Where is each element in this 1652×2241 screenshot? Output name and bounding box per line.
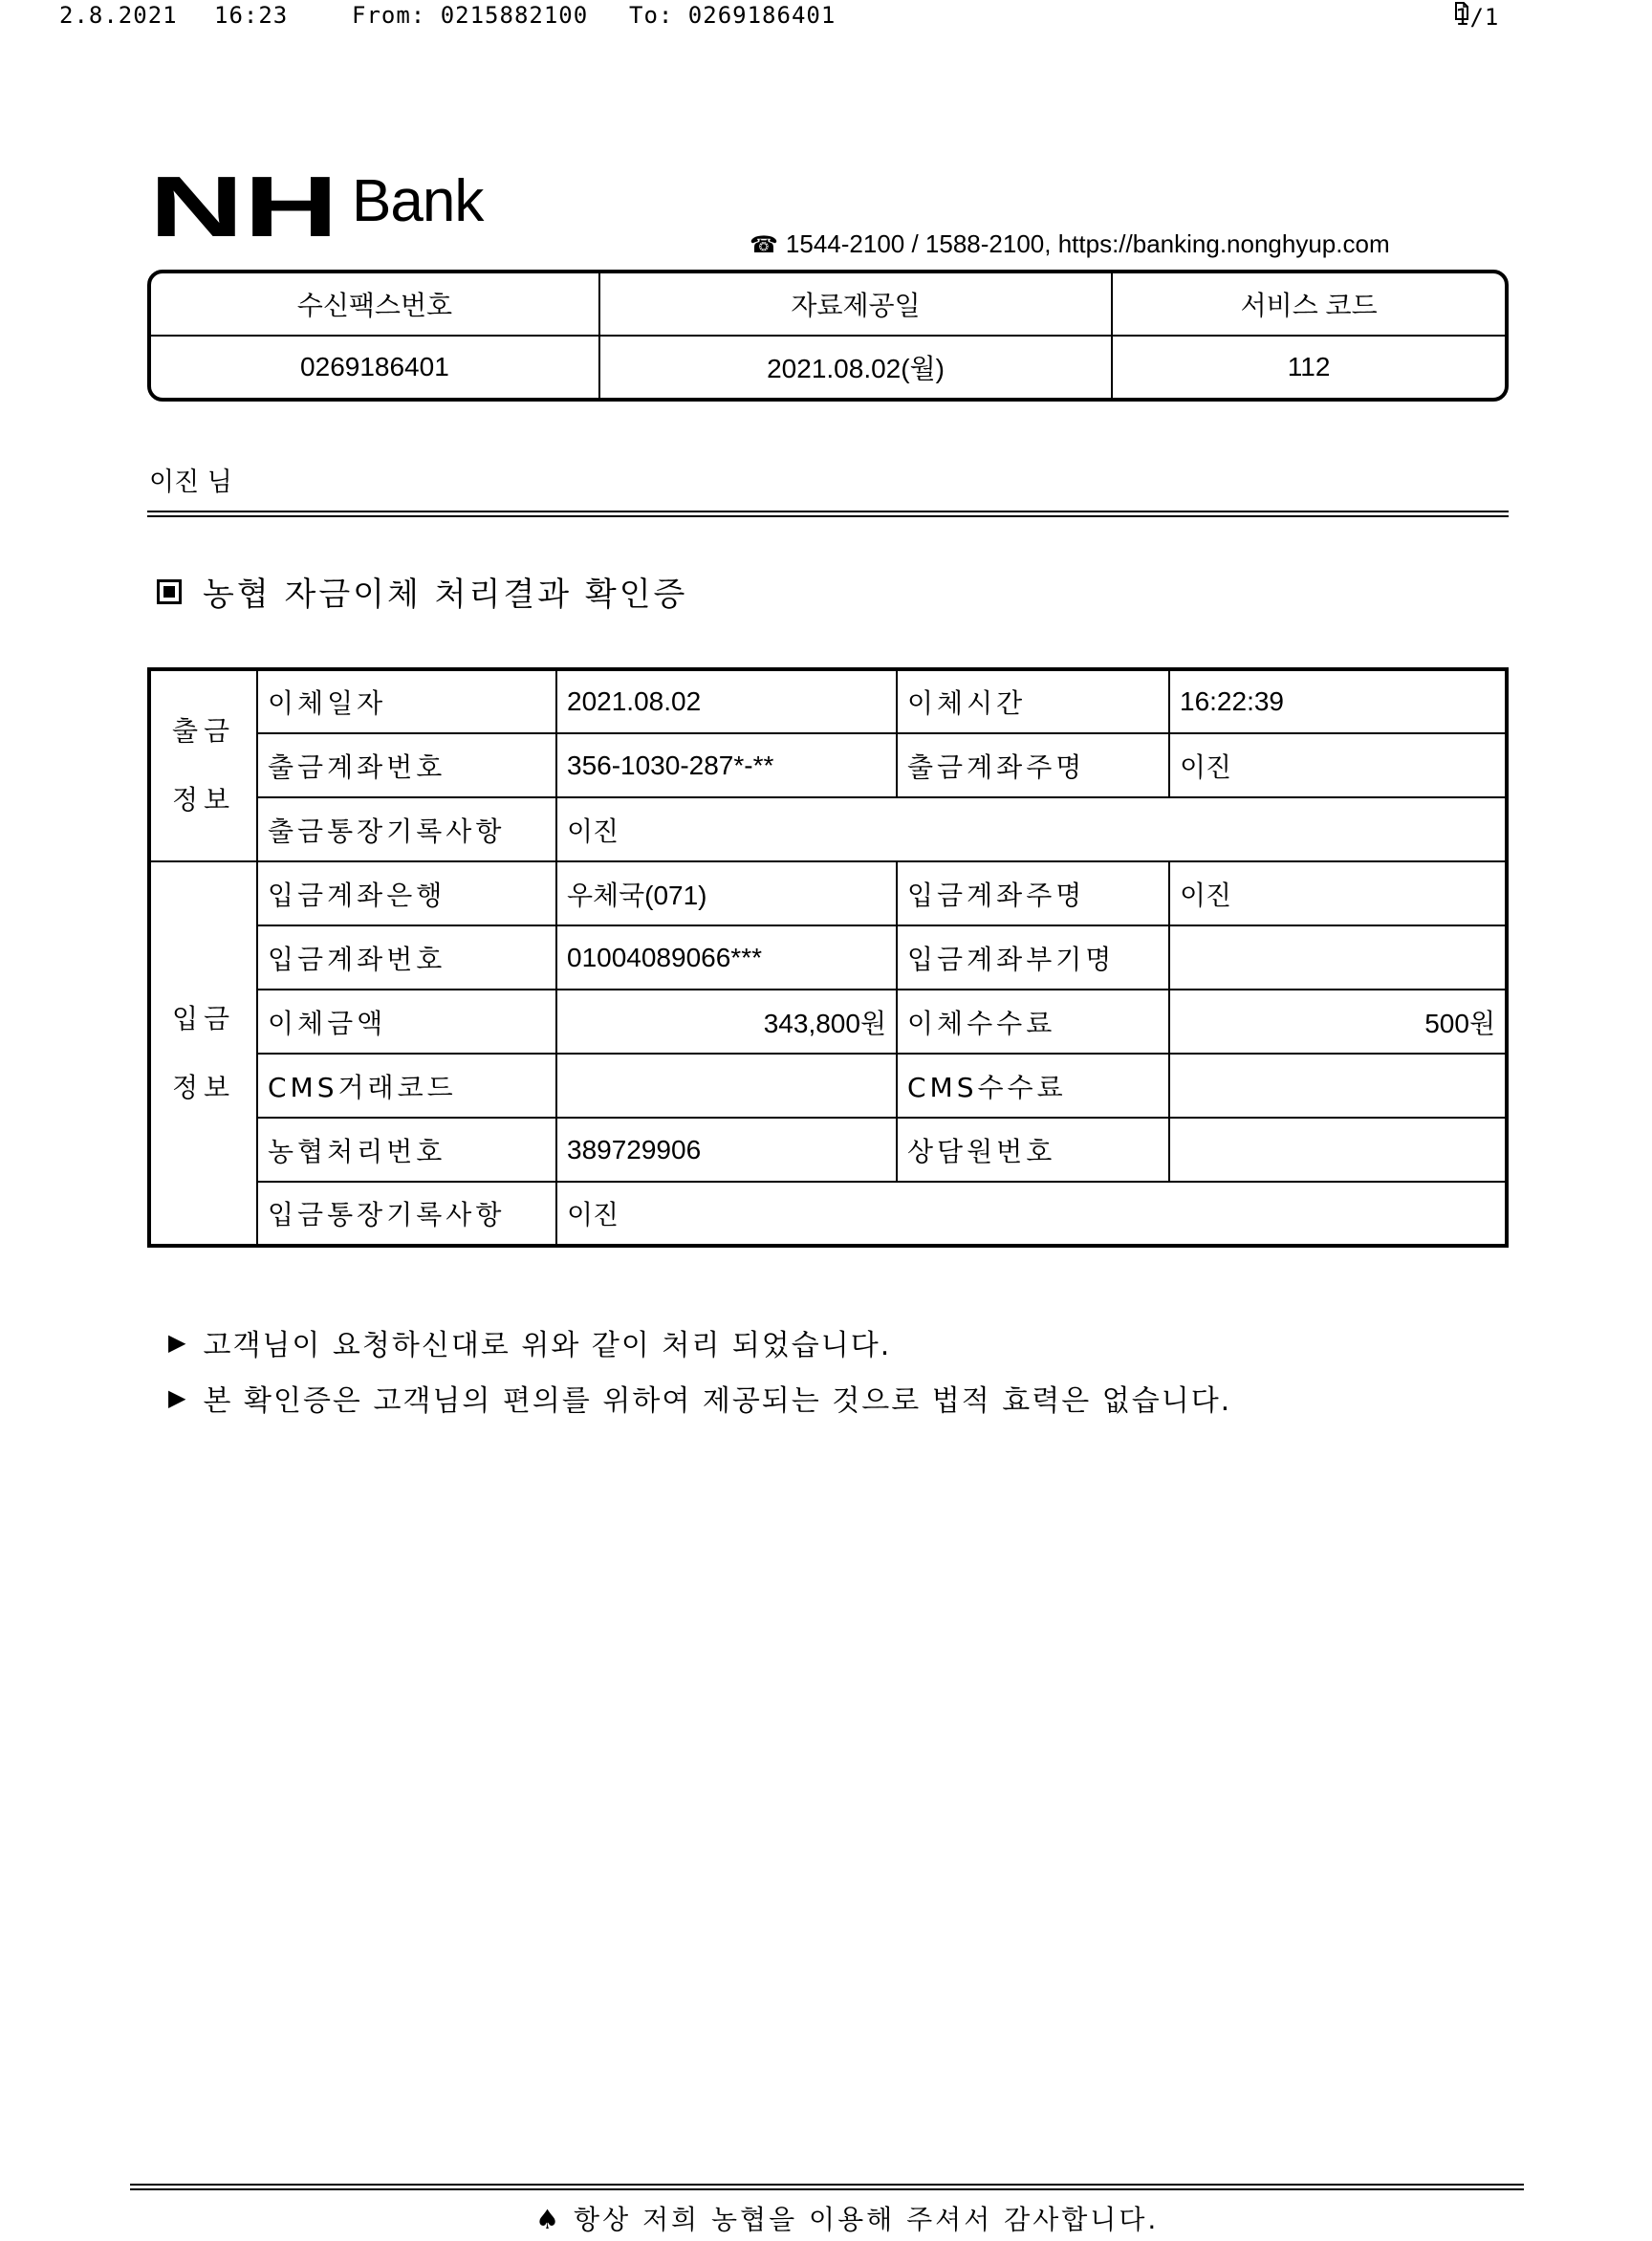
field-label: 입금계좌은행 xyxy=(257,861,556,925)
withdrawal-info-group xyxy=(149,669,257,861)
field-label: 입금통장기록사항 xyxy=(257,1182,556,1246)
transfer-fee: 500원 xyxy=(1169,990,1507,1054)
table-row xyxy=(149,1054,1507,1118)
field-value: 이진 xyxy=(1169,861,1507,925)
field-value: 01004089066*** xyxy=(556,925,897,990)
nh-logo-mark xyxy=(149,173,338,240)
table-row xyxy=(149,733,1507,797)
field-value xyxy=(1169,1054,1507,1118)
fax-page-number: 1/1 xyxy=(1455,4,1500,31)
field-label: 출금계좌주명 xyxy=(897,733,1169,797)
table-row xyxy=(149,925,1507,990)
section-title xyxy=(157,568,687,615)
field-label: 입금계좌부기명 xyxy=(897,925,1169,990)
arrow-right-icon: ▶ xyxy=(168,1329,188,1356)
group-label: 정보 xyxy=(171,1071,236,1103)
value-fax-number: 0269186401 xyxy=(151,337,600,398)
table-row xyxy=(149,669,1507,733)
field-value: 16:22:39 xyxy=(1169,669,1507,733)
notes xyxy=(168,1323,1231,1434)
field-label: 입금계좌번호 xyxy=(257,925,556,990)
value-service-code: 112 xyxy=(1287,352,1331,381)
table-row xyxy=(149,861,1507,925)
spade-icon: ♠ xyxy=(535,2204,563,2235)
fax-time: 16:23 xyxy=(214,2,289,29)
field-value: 이진 xyxy=(1169,733,1507,797)
group-label: 입금 xyxy=(171,1002,236,1034)
nh-logo-text: NH xyxy=(149,173,338,240)
transfer-amount: 343,800원 xyxy=(556,990,897,1054)
field-label: 이체수수료 xyxy=(897,990,1169,1054)
value-provided-date: 2021.08.02(월) xyxy=(600,337,1113,398)
field-value: 2021.08.02 xyxy=(556,669,897,733)
field-label: CMS거래코드 xyxy=(257,1054,556,1118)
footer xyxy=(535,2199,1159,2237)
field-label: 이체일자 xyxy=(257,669,556,733)
recipient-name: 이진 님 xyxy=(149,468,232,497)
field-value: 356-1030-287*-** xyxy=(556,733,897,797)
transfer-result-table xyxy=(147,667,1509,1248)
field-value xyxy=(1169,925,1507,990)
square-bullet-icon xyxy=(157,579,182,604)
field-label: 출금통장기록사항 xyxy=(257,797,556,861)
group-label: 출금 xyxy=(171,715,236,747)
field-value xyxy=(1169,1118,1507,1182)
field-label: CMS수수료 xyxy=(897,1054,1169,1118)
divider xyxy=(130,2184,1524,2190)
table-row xyxy=(149,1182,1507,1246)
header-fax-number: 수신팩스번호 xyxy=(151,273,600,337)
fax-to: To: 0269186401 xyxy=(629,2,837,29)
table-row xyxy=(149,797,1507,861)
field-label: 농협처리번호 xyxy=(257,1118,556,1182)
fax-page-indicator xyxy=(1455,2,1500,31)
divider xyxy=(147,511,1509,517)
fax-date: 2.8.2021 xyxy=(59,2,178,29)
section-title-text: 농협 자금이체 처리결과 확인증 xyxy=(203,576,688,614)
field-value: 389729906 xyxy=(556,1118,897,1182)
field-value: 이진 xyxy=(556,797,1507,861)
field-label: 상담원번호 xyxy=(897,1118,1169,1182)
note-text: 고객님이 요청하신대로 위와 같이 처리 되었습니다. xyxy=(203,1329,892,1362)
field-value xyxy=(556,1054,897,1118)
header-provided-date: 자료제공일 xyxy=(600,273,1113,337)
bank-contact xyxy=(750,229,1390,259)
note-text: 본 확인증은 고객님의 편의를 위하여 제공되는 것으로 법적 효력은 없습니다. xyxy=(203,1384,1232,1418)
deposit-info-group xyxy=(149,861,257,1246)
footer-text: 항상 저희 농협을 이용해 주셔서 감사합니다. xyxy=(574,2204,1160,2235)
field-label: 입금계좌주명 xyxy=(897,861,1169,925)
table-row xyxy=(149,1118,1507,1182)
header-service-code: 서비스 코드 xyxy=(1113,273,1505,337)
field-label: 이체금액 xyxy=(257,990,556,1054)
field-label: 출금계좌번호 xyxy=(257,733,556,797)
fax-header xyxy=(0,0,1652,33)
field-label: 이체시간 xyxy=(897,669,1169,733)
table-row xyxy=(149,990,1507,1054)
fax-info-table xyxy=(147,270,1509,402)
field-value: 우체국(071) xyxy=(556,861,897,925)
bank-wordmark: Bank xyxy=(352,167,484,234)
phone-icon: ☎ xyxy=(750,232,778,258)
group-label: 정보 xyxy=(171,784,236,816)
note-item xyxy=(168,1323,1231,1361)
note-item xyxy=(168,1379,1231,1417)
contact-text: 1544-2100 / 1588-2100, https://banking.nonghyup.com xyxy=(785,229,1390,258)
nh-bank-logo xyxy=(149,167,484,243)
fax-from: From: 0215882100 xyxy=(352,2,589,29)
field-value: 이진 xyxy=(556,1182,1507,1246)
arrow-right-icon: ▶ xyxy=(168,1384,188,1411)
